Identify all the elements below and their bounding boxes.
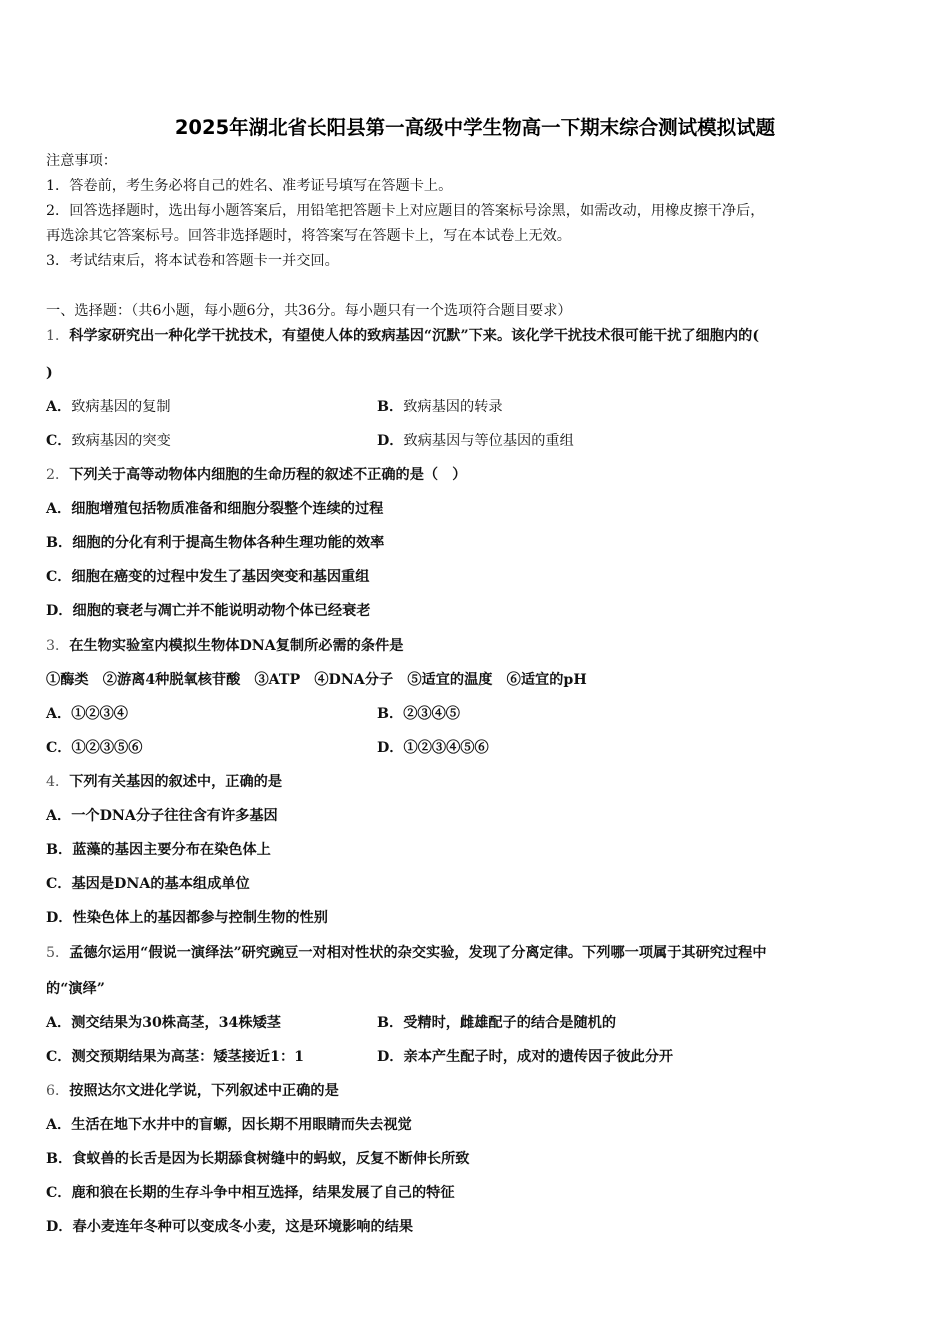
option-text: 受精时，雌雄配子的结合是随机的 [403, 1015, 617, 1031]
option-label: A． [46, 1015, 72, 1031]
question-2 [46, 466, 466, 484]
option-label: A． [46, 808, 72, 824]
option-text: 生活在地下水井中的盲螈，因长期不用眼睛而失去视觉 [71, 1117, 412, 1133]
option-b [46, 534, 384, 552]
option-text: ①②③④⑤⑥ [403, 740, 489, 756]
option-a [46, 500, 383, 518]
option-a [46, 398, 171, 416]
question-text: 下列有关基因的叙述中，正确的是 [69, 774, 283, 790]
question-text: 科学家研究出一种化学干扰技术，有望使人体的致病基因“沉默”下来。该化学干扰技术很可能干扰了细胞内的( [69, 328, 760, 344]
question-text-cont: ) [46, 365, 53, 381]
option-label: A． [46, 1117, 72, 1133]
option-label: D． [46, 603, 73, 619]
question-number: 4． [46, 774, 70, 790]
option-text: 亲本产生配子时，成对的遗传因子彼此分开 [403, 1049, 674, 1065]
option-c [46, 1048, 304, 1066]
option-label: C． [46, 1049, 72, 1065]
question-6 [46, 1082, 339, 1100]
option-a [46, 1116, 412, 1134]
option-d [377, 1048, 673, 1066]
option-c [46, 432, 171, 450]
option-label: D． [46, 910, 73, 926]
option-text: 蓝藻的基因主要分布在染色体上 [72, 842, 271, 858]
option-label: C． [46, 433, 72, 449]
question-number: 6． [46, 1083, 70, 1099]
option-d [46, 909, 328, 927]
option-d [377, 432, 574, 450]
option-text: 细胞增殖包括物质准备和细胞分裂整个连续的过程 [71, 501, 384, 517]
option-text: ②③④⑤ [403, 706, 460, 722]
option-text: 食蚁兽的长舌是因为长期舔食树缝中的蚂蚁，反复不断伸长所致 [72, 1151, 470, 1167]
option-text: ①②③④ [71, 706, 128, 722]
option-text: 基因是DNA的基本组成单位 [71, 876, 250, 892]
question-text: 下列关于高等动物体内细胞的生命历程的叙述不正确的是（ ） [69, 467, 467, 483]
option-text: ①②③⑤⑥ [71, 740, 143, 756]
option-d [46, 1218, 413, 1236]
option-text: 细胞的衰老与凋亡并不能说明动物个体已经衰老 [72, 603, 371, 619]
option-text: 性染色体上的基因都参与控制生物的性别 [72, 910, 328, 926]
notice-item: 3．考试结束后，将本试卷和答题卡一并交回。 [46, 253, 339, 269]
option-label: A． [46, 706, 72, 722]
option-b [46, 1150, 469, 1168]
question-text: 按照达尔文进化学说，下列叙述中正确的是 [69, 1083, 339, 1099]
question-text-cont: 的“演绎” [46, 981, 105, 997]
option-text: 致病基因的转录 [403, 399, 503, 415]
option-label: B． [377, 706, 404, 722]
notice-heading: 注意事项： [46, 153, 117, 169]
question-1 [46, 327, 759, 345]
option-text: 致病基因的突变 [71, 433, 171, 449]
notice-item: 再选涂其它答案标号。回答非选择题时，将答案写在答题卡上，写在本试卷上无效。 [46, 228, 571, 244]
section-heading: 一、选择题：（共6小题，每小题6分，共36分。每小题只有一个选项符合题目要求） [46, 303, 572, 319]
question-4 [46, 773, 282, 791]
option-label: A． [46, 399, 72, 415]
option-b [377, 1014, 616, 1032]
option-label: D． [377, 433, 404, 449]
question-3 [46, 637, 403, 655]
question-5 [46, 944, 767, 962]
option-label: B． [377, 1015, 404, 1031]
option-label: C． [46, 740, 72, 756]
option-text: 鹿和狼在长期的生存斗争中相互选择，结果发展了自己的特征 [71, 1185, 455, 1201]
option-label: D． [377, 1049, 404, 1065]
option-label: D． [377, 740, 404, 756]
option-c [46, 568, 369, 586]
option-label: B． [46, 1151, 73, 1167]
option-a [46, 705, 128, 723]
option-text: 春小麦连年冬种可以变成冬小麦，这是环境影响的结果 [72, 1219, 414, 1235]
question-number: 5． [46, 945, 70, 961]
option-label: B． [46, 842, 73, 858]
question-conditions: ①酶类 ②游离4种脱氧核苷酸 ③ATP ④DNA分子 ⑤适宜的温度 ⑥适宜的pH [46, 672, 587, 688]
option-a [46, 1014, 281, 1032]
question-number: 2． [46, 467, 70, 483]
option-text: 测交预期结果为高茎：矮茎接近1：1 [71, 1049, 305, 1065]
option-text: 细胞的分化有利于提高生物体各种生理功能的效率 [72, 535, 385, 551]
option-label: C． [46, 1185, 72, 1201]
option-c [46, 739, 142, 757]
notice-item: 2．回答选择题时，选出每小题答案后，用铅笔把答题卡上对应题目的答案标号涂黑，如需改动，用橡皮擦干净后， [46, 203, 765, 219]
option-label: B． [377, 399, 404, 415]
option-text: 一个DNA分子往往含有许多基因 [71, 808, 278, 824]
question-text: 孟德尔运用“假说一演绎法”研究豌豆一对相对性状的杂交实验，发现了分离定律。下列哪一项属于其研究过程中 [69, 945, 767, 961]
option-d [377, 739, 489, 757]
option-text: 测交结果为30株高茎，34株矮茎 [71, 1015, 281, 1031]
option-text: 致病基因与等位基因的重组 [403, 433, 574, 449]
option-c [46, 875, 250, 893]
option-a [46, 807, 278, 825]
option-b [377, 398, 503, 416]
option-b [377, 705, 460, 723]
option-label: B． [46, 535, 73, 551]
option-d [46, 602, 370, 620]
notice-item: 1．答卷前，考生务必将自己的姓名、准考证号填写在答题卡上。 [46, 178, 453, 194]
option-label: C． [46, 569, 72, 585]
option-b [46, 841, 271, 859]
option-c [46, 1184, 455, 1202]
page-title: 2025年湖北省长阳县第一高级中学生物高一下期末综合测试模拟试题 [174, 116, 776, 139]
option-label: A． [46, 501, 72, 517]
question-number: 3． [46, 638, 70, 654]
option-label: D． [46, 1219, 73, 1235]
option-text: 致病基因的复制 [71, 399, 171, 415]
option-label: C． [46, 876, 72, 892]
question-text: 在生物实验室内模拟生物体DNA复制所必需的条件是 [69, 638, 404, 654]
option-text: 细胞在癌变的过程中发生了基因突变和基因重组 [71, 569, 370, 585]
question-number: 1． [46, 328, 70, 344]
